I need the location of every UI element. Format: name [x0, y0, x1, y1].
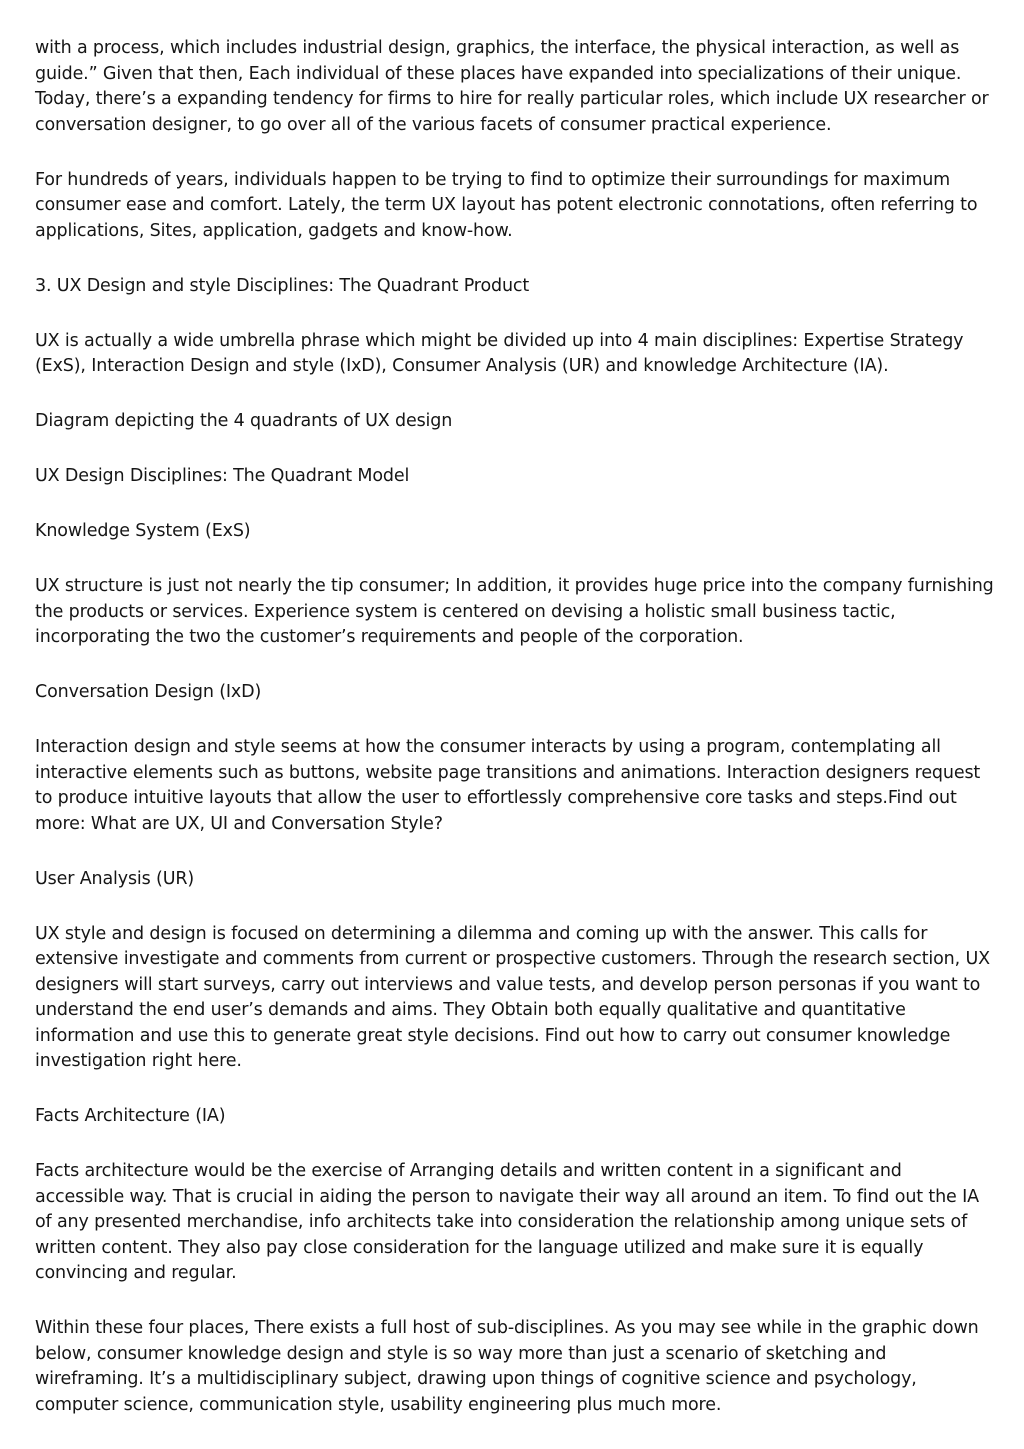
paragraph-history: For hundreds of years, individuals happen to be trying to find to optimize their surroundings for maximum consumer ease and comfort. Lately, the term UX layout has potent electronic connotations, often referring to applications, Sites, application, gadgets and know-how.: [35, 169, 978, 241]
section-heading-disciplines: 3. UX Design and style Disciplines: The Quadrant Product: [35, 275, 530, 296]
paragraph-exs: UX structure is just not nearly the tip consumer; In addition, it provides huge price into the company furnishing the products or services. Experience system is centered on devising a holistic small business tactic, incorporating the two the customer’s requirements and people of the corporation.: [35, 576, 994, 647]
paragraph-sub-disciplines: Within these four places, There exists a full host of sub-disciplines. As you may see while in the graphic down below, consumer knowledge design and style is so way more than just a scenario of sketching and wireframing. It’s a multidisciplinary subject, drawing upon things of cognitive science and psychology, computer science, communication style, usability engineering plus much more.: [35, 1318, 979, 1415]
paragraph-ur: UX style and design is focused on determining a dilemma and coming up with the answer. This calls for extensive investigate and comments from current or prospective customers. Through the research section, UX designers will start surveys, carry out interviews and value tests, and develop person personas if you want to understand the end user’s demands and aims. They Obtain both equally qualitative and quantitative information and use this to generate great style decisions. Find out how to carry out consumer knowledge investigation right here.: [35, 923, 990, 1071]
paragraph-ia: Facts architecture would be the exercise of Arranging details and written content in a significant and accessible way. That is crucial in aiding the person to navigate their way all around an item. To find out the IA of any presented merchandise, info architects take into consideration the relationship among unique sets of written content. They also pay close consideration for the language utilized and make sure it is equally convincing and regular.: [35, 1161, 979, 1283]
paragraph-ixd: Interaction design and style seems at how the consumer interacts by using a program, contemplating all interactive elements such as buttons, website page transitions and animations. Interaction designers request to produce intuitive layouts that allow the user to effortlessly comprehensive core tasks and steps.Find out more: What are UX, UI and Conversation Style?: [35, 737, 981, 834]
subheading-ia: Facts Architecture (IA): [35, 1106, 226, 1126]
subheading-ixd: Conversation Design (IxD): [35, 682, 262, 702]
paragraph-disciplines-overview: UX is actually a wide umbrella phrase which might be divided up into 4 main disciplines: Expertise Strategy (ExS), Interaction Design and style (IxD), Consumer Analysis (UR) and knowledge Architecture (IA).: [35, 330, 964, 376]
subheading-ur: User Analysis (UR): [35, 868, 195, 889]
subheading-exs: Knowledge System (ExS): [35, 521, 251, 541]
document-page: [35, 36, 995, 1418]
paragraph-intro-continuation: with a process, which includes industrial design, graphics, the interface, the physical interaction, as well as guide.” Given that then, Each individual of these places have expanded into specializations of their unique. Today, there’s a expanding tendency for firms to hire for really particular roles, which include UX researcher or conversation designer, to go over all of the various facets of consumer practical experience.: [35, 38, 989, 135]
diagram-caption: Diagram depicting the 4 quadrants of UX design: [35, 411, 453, 431]
diagram-title: UX Design Disciplines: The Quadrant Model: [35, 466, 410, 486]
